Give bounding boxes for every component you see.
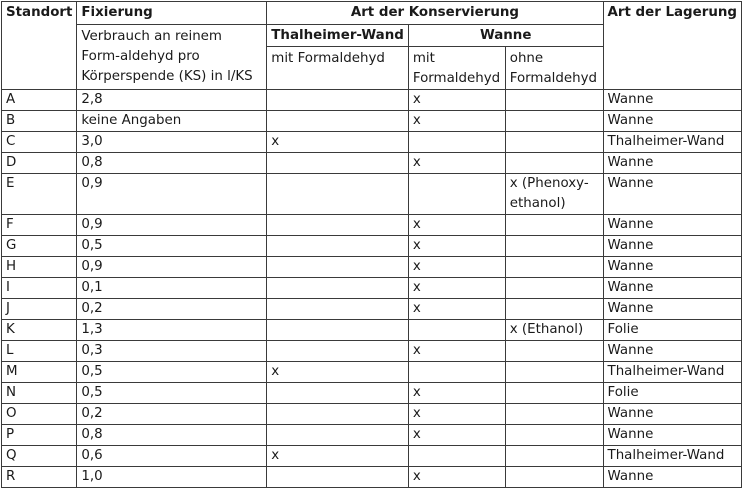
cell-wanne-ohne-formaldehyd xyxy=(505,132,603,153)
cell-thalheimer-wand xyxy=(267,467,409,488)
table-row xyxy=(2,236,742,257)
cell-verbrauch: 0,9 xyxy=(77,257,267,278)
cell-wanne-ohne-formaldehyd xyxy=(505,404,603,425)
cell-standort: I xyxy=(2,278,77,299)
table-row xyxy=(2,425,742,446)
cell-wanne-ohne-formaldehyd xyxy=(505,299,603,320)
cell-wanne-ohne-formaldehyd xyxy=(505,425,603,446)
header-wanne-mit: mit Formaldehyd xyxy=(408,47,505,90)
cell-standort: A xyxy=(2,90,77,111)
cell-wanne-ohne-formaldehyd xyxy=(505,467,603,488)
cell-standort: G xyxy=(2,236,77,257)
cell-wanne-ohne-formaldehyd xyxy=(505,383,603,404)
cell-wanne-ohne-formaldehyd xyxy=(505,153,603,174)
cell-art-der-lagerung: Wanne xyxy=(603,467,741,488)
cell-art-der-lagerung: Wanne xyxy=(603,299,741,320)
cell-verbrauch: 0,9 xyxy=(77,215,267,236)
table-row xyxy=(2,111,742,132)
cell-standort: E xyxy=(2,174,77,215)
table-row xyxy=(2,257,742,278)
cell-verbrauch: 0,1 xyxy=(77,278,267,299)
cell-standort: L xyxy=(2,341,77,362)
cell-verbrauch: 0,8 xyxy=(77,153,267,174)
cell-art-der-lagerung: Wanne xyxy=(603,90,741,111)
cell-verbrauch: 0,5 xyxy=(77,362,267,383)
cell-wanne-ohne-formaldehyd xyxy=(505,236,603,257)
cell-thalheimer-wand xyxy=(267,153,409,174)
cell-standort: B xyxy=(2,111,77,132)
cell-verbrauch: 0,8 xyxy=(77,425,267,446)
cell-verbrauch: 3,0 xyxy=(77,132,267,153)
table-row xyxy=(2,132,742,153)
header-wanne: Wanne xyxy=(408,25,603,47)
cell-art-der-lagerung: Wanne xyxy=(603,404,741,425)
table-row xyxy=(2,299,742,320)
cell-art-der-lagerung: Wanne xyxy=(603,215,741,236)
cell-wanne-mit-formaldehyd xyxy=(408,132,505,153)
cell-wanne-ohne-formaldehyd xyxy=(505,257,603,278)
header-wanne-ohne: ohne Formaldehyd xyxy=(505,47,603,90)
cell-wanne-mit-formaldehyd: x xyxy=(408,111,505,132)
cell-art-der-lagerung: Folie xyxy=(603,320,741,341)
cell-wanne-ohne-formaldehyd xyxy=(505,215,603,236)
table-row xyxy=(2,320,742,341)
header-fixierung: Fixierung xyxy=(77,2,267,25)
cell-standort: N xyxy=(2,383,77,404)
cell-wanne-mit-formaldehyd xyxy=(408,174,505,215)
table-row xyxy=(2,174,742,215)
cell-wanne-mit-formaldehyd: x xyxy=(408,425,505,446)
table-row xyxy=(2,341,742,362)
cell-wanne-mit-formaldehyd: x xyxy=(408,153,505,174)
cell-verbrauch: 1,0 xyxy=(77,467,267,488)
cell-thalheimer-wand xyxy=(267,425,409,446)
cell-wanne-mit-formaldehyd: x xyxy=(408,278,505,299)
cell-wanne-mit-formaldehyd: x xyxy=(408,257,505,278)
header-art-lagerung: Art der Lagerung xyxy=(603,2,741,90)
cell-wanne-mit-formaldehyd: x xyxy=(408,299,505,320)
cell-thalheimer-wand xyxy=(267,257,409,278)
cell-wanne-ohne-formaldehyd: x (Ethanol) xyxy=(505,320,603,341)
cell-art-der-lagerung: Wanne xyxy=(603,236,741,257)
cell-thalheimer-wand xyxy=(267,299,409,320)
cell-thalheimer-wand xyxy=(267,341,409,362)
cell-thalheimer-wand xyxy=(267,215,409,236)
table-row xyxy=(2,90,742,111)
cell-art-der-lagerung: Wanne xyxy=(603,153,741,174)
cell-art-der-lagerung: Wanne xyxy=(603,111,741,132)
cell-thalheimer-wand xyxy=(267,90,409,111)
cell-thalheimer-wand xyxy=(267,111,409,132)
cell-wanne-mit-formaldehyd: x xyxy=(408,383,505,404)
cell-art-der-lagerung: Thalheimer-Wand xyxy=(603,362,741,383)
cell-verbrauch: 0,3 xyxy=(77,341,267,362)
cell-standort: H xyxy=(2,257,77,278)
cell-verbrauch: 2,8 xyxy=(77,90,267,111)
cell-thalheimer-wand xyxy=(267,236,409,257)
cell-verbrauch: 0,9 xyxy=(77,174,267,215)
cell-wanne-ohne-formaldehyd xyxy=(505,341,603,362)
table-row xyxy=(2,383,742,404)
header-standort: Standort xyxy=(2,2,77,90)
cell-wanne-ohne-formaldehyd xyxy=(505,111,603,132)
cell-wanne-ohne-formaldehyd xyxy=(505,362,603,383)
cell-art-der-lagerung: Wanne xyxy=(603,341,741,362)
cell-verbrauch: 0,5 xyxy=(77,383,267,404)
table-row xyxy=(2,215,742,236)
cell-wanne-ohne-formaldehyd: x (Phenoxy-ethanol) xyxy=(505,174,603,215)
cell-wanne-ohne-formaldehyd xyxy=(505,446,603,467)
cell-wanne-mit-formaldehyd: x xyxy=(408,236,505,257)
cell-wanne-ohne-formaldehyd xyxy=(505,90,603,111)
header-mit-formaldehyd: mit Formaldehyd xyxy=(267,47,409,90)
cell-thalheimer-wand xyxy=(267,404,409,425)
table-row xyxy=(2,153,742,174)
cell-verbrauch: 0,2 xyxy=(77,299,267,320)
cell-wanne-mit-formaldehyd: x xyxy=(408,90,505,111)
cell-verbrauch: 0,2 xyxy=(77,404,267,425)
header-thalheimer-wand: Thalheimer-Wand xyxy=(267,25,409,47)
header-art-konservierung: Art der Konservierung xyxy=(267,2,603,25)
cell-standort: R xyxy=(2,467,77,488)
cell-art-der-lagerung: Thalheimer-Wand xyxy=(603,132,741,153)
cell-standort: P xyxy=(2,425,77,446)
cell-verbrauch: 0,6 xyxy=(77,446,267,467)
cell-thalheimer-wand xyxy=(267,383,409,404)
cell-art-der-lagerung: Wanne xyxy=(603,257,741,278)
cell-verbrauch: 1,3 xyxy=(77,320,267,341)
cell-standort: D xyxy=(2,153,77,174)
cell-standort: Q xyxy=(2,446,77,467)
table-row xyxy=(2,404,742,425)
cell-wanne-mit-formaldehyd: x xyxy=(408,467,505,488)
cell-wanne-mit-formaldehyd: x xyxy=(408,341,505,362)
cell-thalheimer-wand: x xyxy=(267,446,409,467)
cell-wanne-mit-formaldehyd xyxy=(408,320,505,341)
cell-standort: M xyxy=(2,362,77,383)
header-verbrauch: Verbrauch an reinem Form-aldehyd pro Körperspende (KS) in l/KS xyxy=(77,25,267,90)
cell-verbrauch: 0,5 xyxy=(77,236,267,257)
cell-standort: J xyxy=(2,299,77,320)
cell-verbrauch: keine Angaben xyxy=(77,111,267,132)
table-row xyxy=(2,278,742,299)
formaldehyde-table xyxy=(1,1,742,488)
cell-thalheimer-wand xyxy=(267,278,409,299)
cell-art-der-lagerung: Thalheimer-Wand xyxy=(603,446,741,467)
cell-standort: K xyxy=(2,320,77,341)
cell-wanne-mit-formaldehyd: x xyxy=(408,215,505,236)
cell-art-der-lagerung: Wanne xyxy=(603,278,741,299)
cell-thalheimer-wand xyxy=(267,174,409,215)
table-row xyxy=(2,446,742,467)
cell-thalheimer-wand: x xyxy=(267,132,409,153)
cell-wanne-mit-formaldehyd xyxy=(408,362,505,383)
cell-thalheimer-wand: x xyxy=(267,362,409,383)
cell-art-der-lagerung: Wanne xyxy=(603,174,741,215)
cell-wanne-mit-formaldehyd xyxy=(408,446,505,467)
cell-standort: F xyxy=(2,215,77,236)
cell-standort: O xyxy=(2,404,77,425)
cell-thalheimer-wand xyxy=(267,320,409,341)
table-body xyxy=(2,90,742,488)
cell-art-der-lagerung: Wanne xyxy=(603,425,741,446)
cell-art-der-lagerung: Folie xyxy=(603,383,741,404)
table-row xyxy=(2,467,742,488)
table-row xyxy=(2,362,742,383)
cell-wanne-mit-formaldehyd: x xyxy=(408,404,505,425)
cell-wanne-ohne-formaldehyd xyxy=(505,278,603,299)
cell-standort: C xyxy=(2,132,77,153)
